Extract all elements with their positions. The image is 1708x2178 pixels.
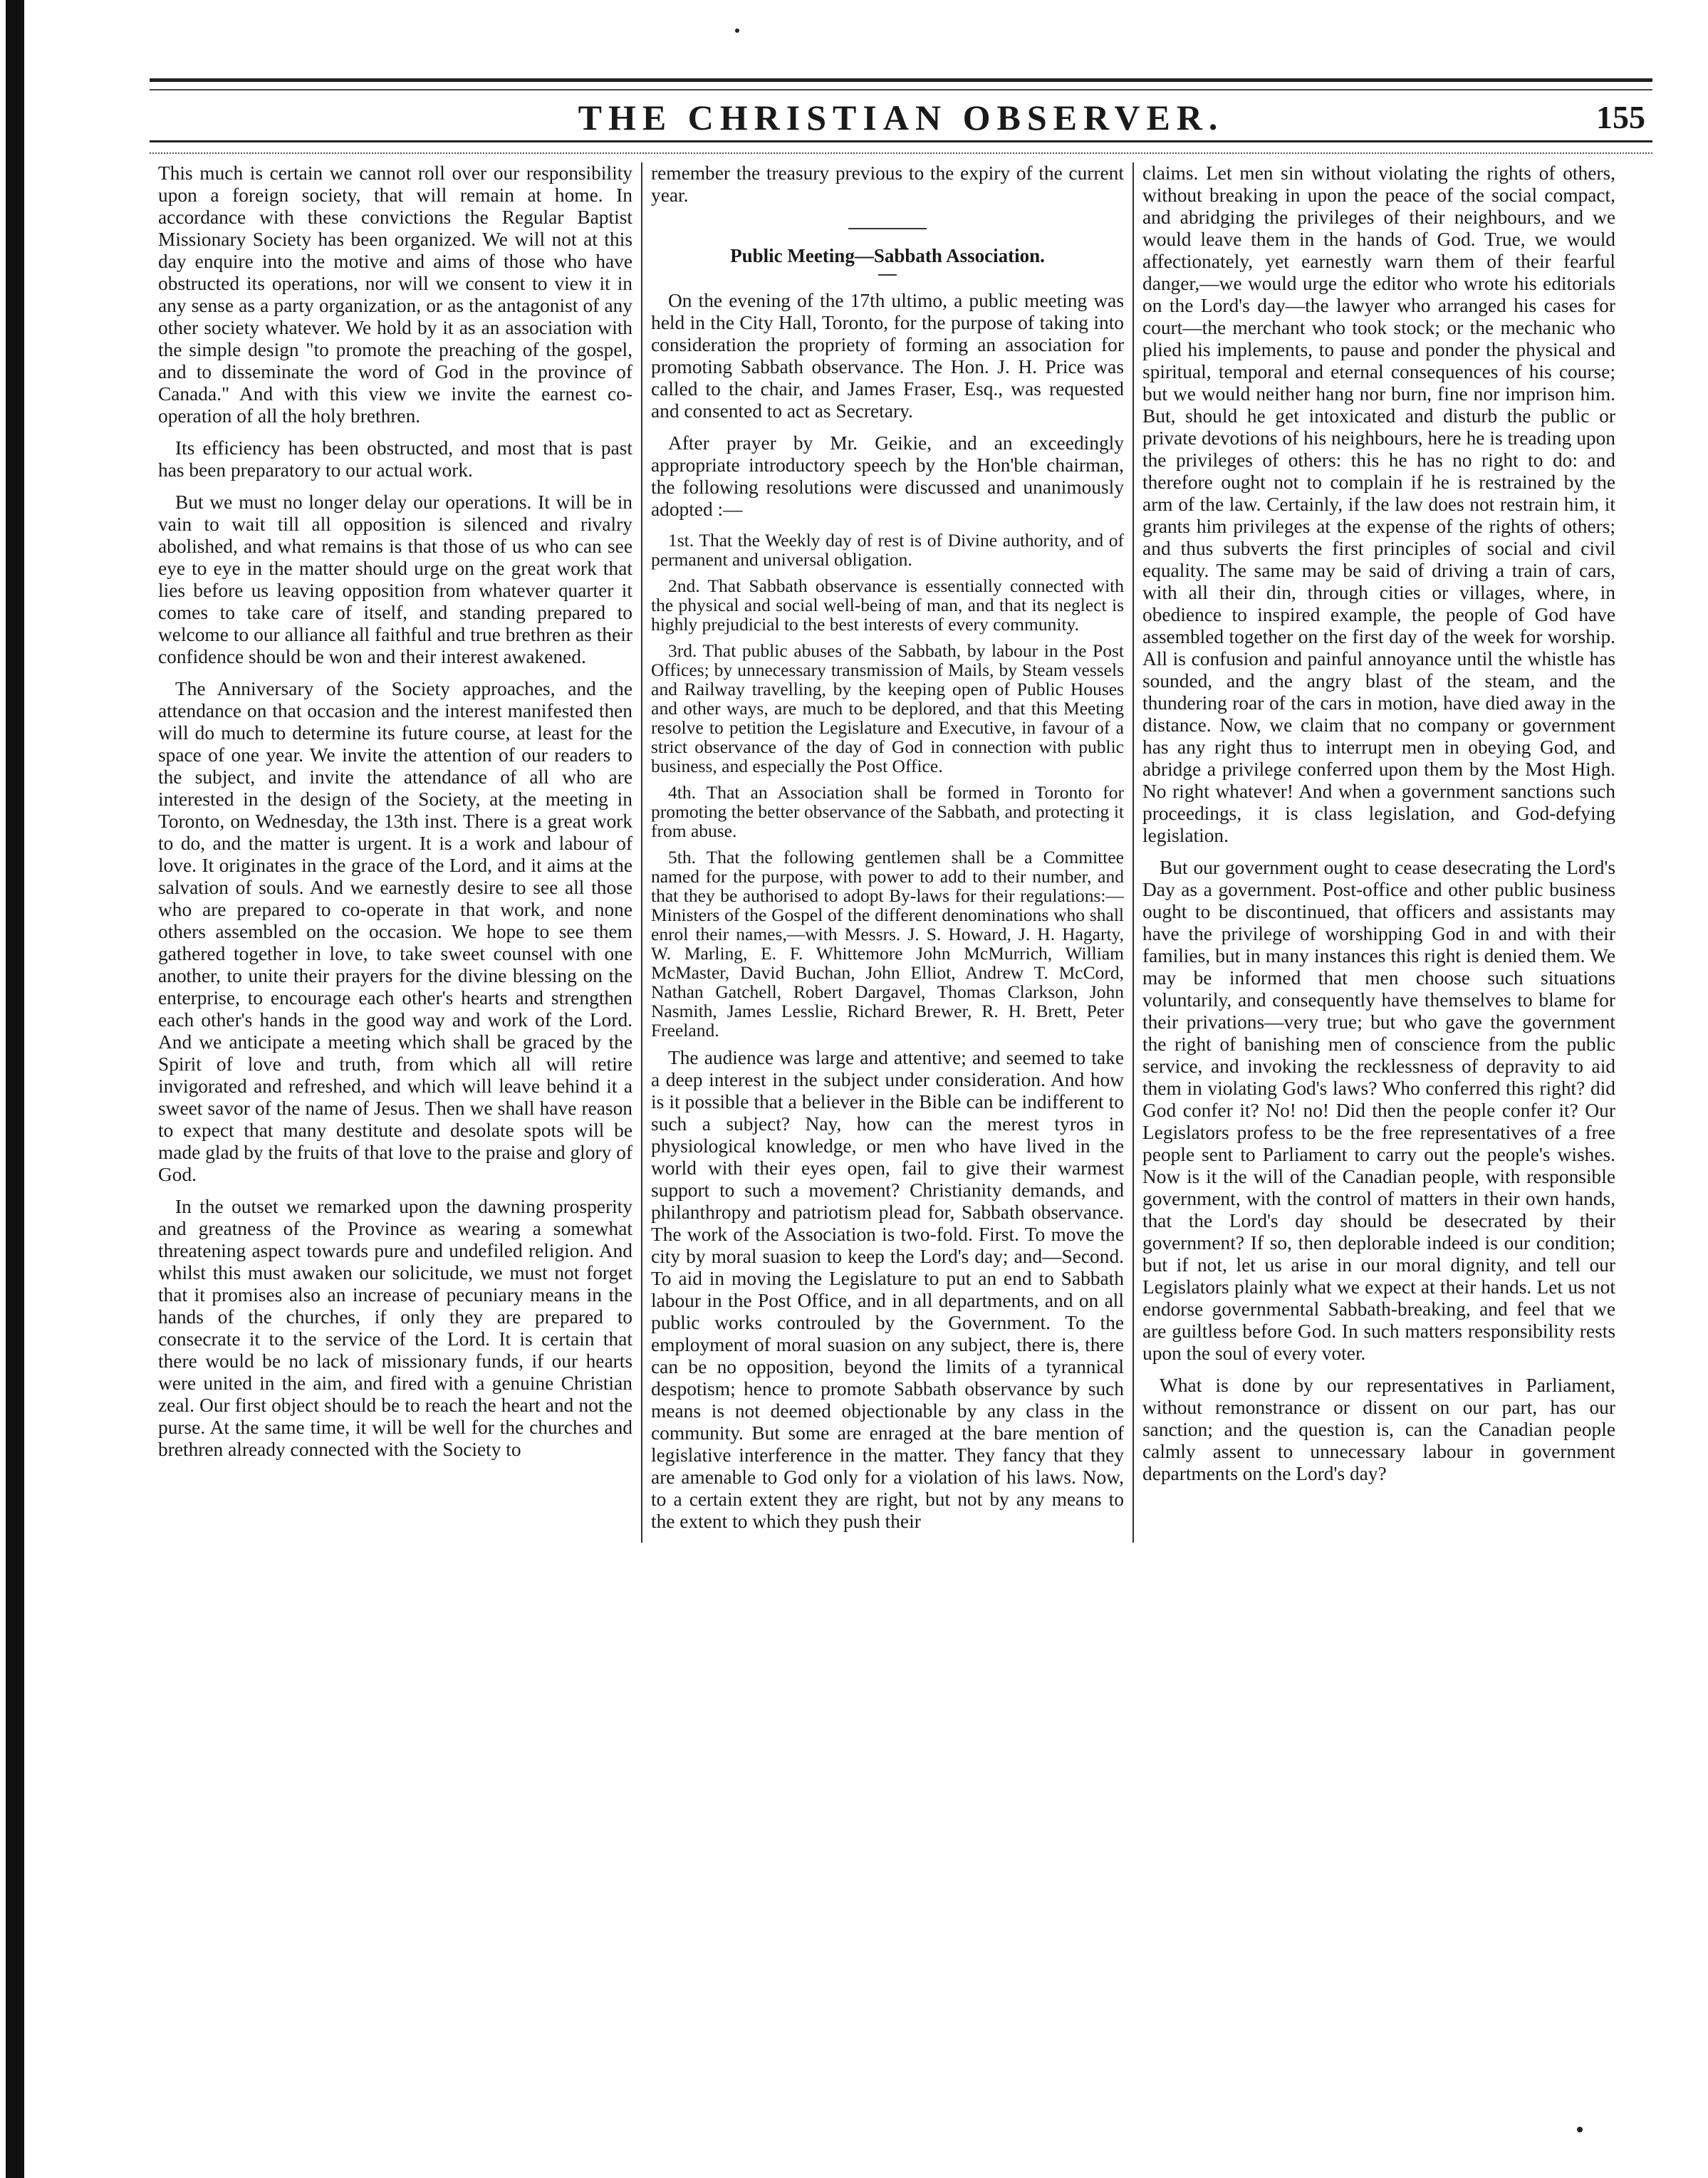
top-rule <box>150 78 1652 82</box>
column-1 <box>150 162 641 1543</box>
resolution: 5th. That the following gentlemen shall be a Committee named for the purpose, with power to add to their number, and that they be authorised to adopt By-laws for their regulations:—Ministers of the Gospel of the different denominations who shall enrol their names,—with Messrs. J. S. Howard, J. H. Hagarty, W. Marling, E. F. Whittemore John McMurrich, William McMaster, David Buchan, John Elliot, Andrew T. McCord, Nathan Gatchell, Robert Dargavel, Thomas Clarkson, John Nasmith, James Lesslie, Richard Brewer, R. H. Brett, Peter Freeland. <box>651 847 1124 1041</box>
paragraph: The Anniversary of the Society approaches, and the attendance on that occasion and the interest manifested then will do much to determine its future course, at least for the space of one year. We invite the attention of our readers to the subject, and invite the attendance of all who are interested in the design of the Society, at the meeting in Toronto, on Wednesday, the 13th inst. There is a great work to do, and the matter is urgent. It is a work and labour of love. It originates in the grace of the Lord, and it aims at the salvation of souls. And we earnestly desire to see all those who are prepared to co-operate in that work, and none others assembled on the occasion. We hope to see them gathered together in love, to take sweet counsel with one another, to unite their prayers for the divine blessing on the enterprise, to encourage each other's hearts and strengthen each other's hands in the good way and work of the Lord. And we anticipate a meeting which shall be graced by the Spirit of love and truth, from which all will retire invigorated and refreshed, and which will leave behind it a sweet savor of the name of Jesus. Then we shall have reason to expect that many destitute and desolate spots will be made glad by the fruits of that love to the praise and glory of God. <box>158 678 632 1185</box>
paragraph: But we must no longer delay our operations. It will be in vain to wait till all opposition is silenced and rivalry abolished, and what remains is that those of us who can see eye to eye in the matter should urge on the great work that lies before us leaving opposition from whatever quarter it comes to take care of itself, and standing prepared to welcome to our alliance all faithful and true brethren as their confidence should be won and their interest awakened. <box>158 491 632 667</box>
columns <box>150 162 1652 1543</box>
masthead <box>150 95 1652 142</box>
page-title: THE CHRISTIAN OBSERVER. <box>578 98 1224 137</box>
column-3 <box>1132 162 1624 1543</box>
article-heading: Public Meeting—Sabbath Association. <box>730 245 1045 266</box>
page-number: 155 <box>1596 99 1645 135</box>
scan-edge-bar <box>6 0 24 2178</box>
paragraph: What is done by our representatives in Parliament, without remonstrance or dissent on our part, has our sanction; and the question is, can the Canadian people calmly assent to unnecessary labour in government departments on the Lord's day? <box>1142 1375 1615 1484</box>
paragraph: claims. Let men sin without violating the rights of others, without breaking in upon the peace of the social compact, and abridging the privileges of their neighbours, and we would leave them in the hands of God. True, we would affectionately, yet earnestly warn them of their fearful danger,—we would urge the editor who wrote his editorials on the Lord's day—the lawyer who arranged his cases for court—the merchant who took stock; or the mechanic who plied his implements, to pause and ponder the physical and spiritual, temporal and eternal consequences of his course; but we would neither hang nor burn, fine nor imprison him. But, should he get intoxicated and disturb the public or private devotions of his neighbours, here he is treading upon the privileges of others: this he has no right to do: and therefore ought not to complain if he is restrained by the arm of the law. Certainly, if the law does not restrain him, it grants him privileges at the expense of the rights of others; and thus subverts the first principles of social and civil equality. The same may be said of driving a train of cars, with all their din, through cities or villages, where, in obedience to inspired example, the people of God have assembled together on the first day of the week for worship. All is confusion and painful annoyance until the whistle has sounded, and the angry blast of the steam, and the thundering roar of the cars in motion, have died away in the distance. Now, we claim that no company or government has any right thus to interrupt men in obeying God, and abridge a privilege conferred upon them by the Most High. No right whatever! And when a government sanctions such proceedings, it is class legislation, and God-defying legislation. <box>1142 162 1615 846</box>
section-rule <box>848 228 927 229</box>
column-2 <box>641 162 1132 1543</box>
speck <box>735 28 739 33</box>
paragraph: On the evening of the 17th ultimo, a public meeting was held in the City Hall, Toronto, for the purpose of taking into consideration the propriety of forming an association for promoting Sabbath observance. The Hon. J. H. Price was called to the chair, and James Fraser, Esq., was requested and consented to act as Secretary. <box>651 290 1124 422</box>
paragraph: Its efficiency has been obstructed, and most that is past has been preparatory to our actual work. <box>158 437 632 481</box>
resolution: 3rd. That public abuses of the Sabbath, by labour in the Post Offices; by unnecessary transmission of Mails, by Steam vessels and Railway travelling, by the keeping open of Public Houses and other ways, are much to be deplored, and that this Meeting resolve to petition the Legislature and Executive, in favour of a strict observance of the day of God in connection with public business, and especially the Post Office. <box>651 640 1124 776</box>
paragraph: But our government ought to cease desecrating the Lord's Day as a government. Post-office and other public business ought to be discontinued, that officers and assistants may have the privilege of worshipping God in and with their families, but in many instances this right is denied them. We may be informed that men choose such situations voluntarily, and consequently have themselves to blame for their privations—very true; but who gave the government the right of banishing men of conscience from the public service, and invoking the recklessness of depravity to aid them in violating God's laws? Who conferred this right? did God confer it? No! no! Did then the people confer it? Our Legislators profess to be the free representatives of a free people sent to Parliament to carry out the people's wishes. Now is it the will of the Canadian people, with responsible government, with the control of matters in their own hands, that the Lord's day should be desecrated by their government? If so, then deplorable indeed is our condition; but if not, let us arise in our moral dignity, and tell our Legislators plainly what we expect at their hands. Let us not endorse governmental Sabbath-breaking, and feel that we are guiltless before God. In such matters responsibility rests upon the soul of every voter. <box>1142 857 1615 1364</box>
paragraph: remember the treasury previous to the expiry of the current year. <box>651 162 1124 206</box>
paragraph: In the outset we remarked upon the dawning prosperity and greatness of the Province as wearing a somewhat threatening aspect towards pure and undefiled religion. And whilst this must awaken our solicitude, we must not forget that it promises also an increase of pecuniary means in the hands of the churches, if only they are prepared to consecrate it to the service of the Lord. It is certain that there would be no lack of missionary funds, if our hearts were united in the aim, and fired with a genuine Christian zeal. Our first object should be to reach the heart and not the purse. At the same time, it will be well for the churches and brethren already connected with the Society to <box>158 1196 632 1460</box>
paragraph: After prayer by Mr. Geikie, and an exceedingly appropriate introductory speech by the Hon'ble chairman, the following resolutions were discussed and unanimously adopted :— <box>651 432 1124 520</box>
top-rule-thin <box>150 89 1652 90</box>
resolution: 1st. That the Weekly day of rest is of Divine authority, and of permanent and universal obligation. <box>651 530 1124 570</box>
resolution: 2nd. That Sabbath observance is essentially connected with the physical and social well-being of man, and that its neglect is highly prejudicial to the best interests of every community. <box>651 575 1124 635</box>
page <box>150 78 1652 1543</box>
resolution: 4th. That an Association shall be formed in Toronto for promoting the better observance of the Sabbath, and protecting it from abuse. <box>651 782 1124 841</box>
paragraph: This much is certain we cannot roll over our responsibility upon a foreign society, that will remain at home. In accordance with these convictions the Regular Baptist Missionary Society has been organized. We will not at this day enquire into the motive and aims of those who have obstructed its operations, nor will we consent to view it in any sense as a party organization, or as the antagonist of any other society whatever. We hold by it as an association with the simple design "to promote the preaching of the gospel, and to disseminate the word of God in the province of Canada." And with this view we invite the earnest co-operation of all the holy brethren. <box>158 162 632 427</box>
speck <box>1577 2127 1583 2132</box>
heading-rule <box>878 274 897 276</box>
paragraph: The audience was large and attentive; and seemed to take a deep interest in the subject under consideration. And how is it possible that a believer in the Bible can be indifferent to such a subject? Nay, how can the merest tyros in physiological knowledge, or men who have lived in the world with their eyes open, fail to give their warmest support to such a movement? Christianity demands, and philanthropy and patriotism plead for, Sabbath observance. The work of the Association is two-fold. First. To move the city by moral suasion to keep the Lord's day; and—Second. To aid in moving the Legislature to put an end to Sabbath labour in the Post Office, and in all departments, and on all public works controuled by the Government. To the employment of moral suasion on any subject, there is, there can be no opposition, beyond the limits of a tyrannical despotism; hence to promote Sabbath observance by such means is not deemed objectionable by any class in the community. But some are enraged at the bare mention of legislative interference in the matter. They fancy that they are amenable to God only for a violation of his laws. Now, to a certain extent they are right, but not by any means to the extent to which they push their <box>651 1047 1124 1532</box>
wavy-divider <box>150 145 1652 154</box>
